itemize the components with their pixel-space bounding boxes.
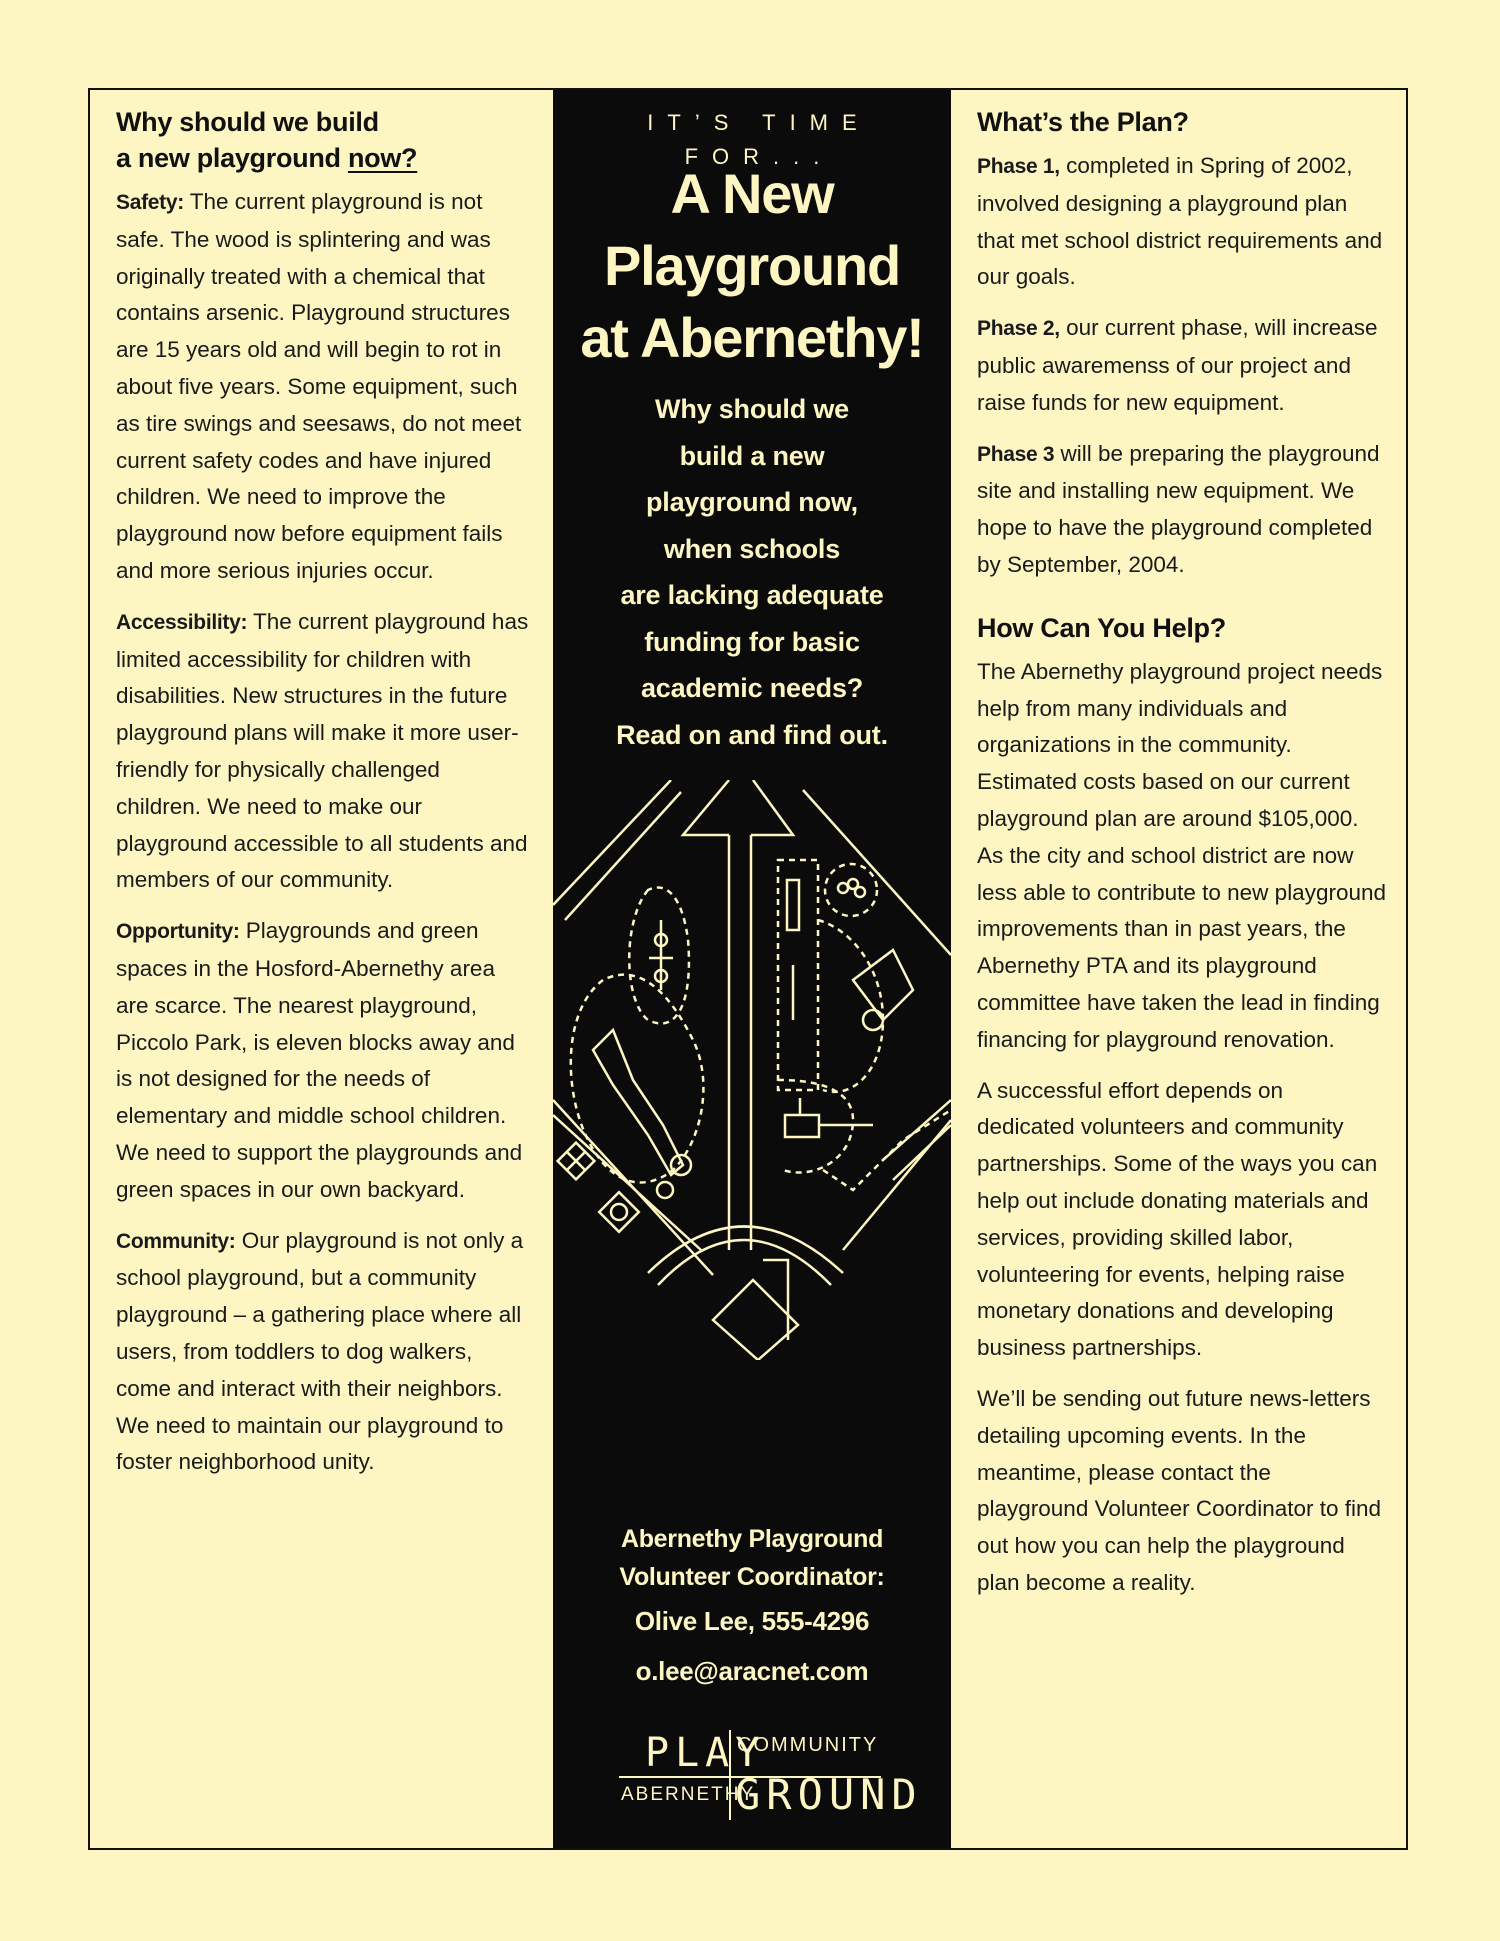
- left-title-line2-pre: a new playground: [116, 143, 348, 173]
- phase-2-paragraph: [977, 310, 1386, 421]
- safety-label: Safety:: [116, 191, 184, 214]
- contact-name-phone: Olive Lee, 555-4296: [634, 1606, 870, 1636]
- plan-title: What’s the Plan?: [977, 107, 1189, 137]
- opportunity-label: Opportunity:: [116, 920, 240, 944]
- phase-1-paragraph: [977, 148, 1386, 296]
- sub-line: Read on and find out.: [616, 719, 888, 750]
- left-column: [90, 90, 553, 1848]
- contact-block: [553, 1520, 951, 1696]
- contact-title: Abernethy Playground: [620, 1525, 884, 1553]
- phase-3-paragraph: [977, 436, 1386, 584]
- opportunity-paragraph: [116, 913, 531, 1208]
- middle-column: [553, 90, 951, 1848]
- phase-1-text: completed in Spring of 2002, involved designing a playground plan that met school district requirements and our goals.: [977, 153, 1383, 290]
- phase-2-label: Phase 2,: [977, 317, 1060, 341]
- accessibility-text: The current playground has limited accessibility for children with disabilities. New structures in the future playground plans will make it more user-friendly for physically challenged children. We need to make our playground accessible to all students and members of our community.: [116, 608, 529, 893]
- help-paragraph-2: A successful effort depends on dedicated volunteers and community partnerships. Some of the ways you can help out include donating materials and services, providing skilled labor, volunteering for events, helping raise monetary donations and developing business partnerships.: [977, 1077, 1378, 1361]
- sub-line: playground now,: [646, 487, 858, 517]
- community-paragraph: [116, 1223, 531, 1482]
- phase-3-text: will be preparing the playground site and installing new equipment. We hope to have the playground completed by September, 2004.: [977, 440, 1380, 577]
- right-column: [951, 90, 1406, 1848]
- help-paragraph-3: We’ll be sending out future news-letters detailing upcoming events. In the meantime, please contact the playground Volunteer Coordinator to find out how you can help the playground plan become a reality.: [977, 1385, 1382, 1595]
- flyer-frame: [88, 88, 1408, 1850]
- contact-role: Volunteer Coordinator:: [619, 1563, 885, 1591]
- accessibility-paragraph: [116, 604, 531, 899]
- community-text: Our playground is not only a school playground, but a community playground – a gathering place where all users, from toddlers to dog walkers, come and interact with their neighbors. We need to maintain our playground to foster neighborhood unity.: [116, 1227, 524, 1475]
- sub-line: when schools: [663, 533, 841, 564]
- safety-text: The current playground is not safe. The wood is splintering and was originally treated with a chemical that contains arsenic. Playground structures are 15 years old and will begin to rot in about five years. Some equipment, such as tire swings and seesaws, do not meet current safety codes and have injured children. We need to improve the playground now before equipment fails and more serious injuries occur.: [116, 189, 522, 583]
- subheadline: [553, 386, 951, 758]
- playground-map-illustration: [553, 780, 951, 1360]
- safety-paragraph: [116, 184, 531, 590]
- help-paragraph-1: The Abernethy playground project needs help from many individuals and organizations in the community. Estimated costs based on our current playground plan are around $105,000. As the city and school district are now less able to contribute to new playground improvements than in past years, the Abernethy PTA and its playground committee have taken the lead in finding financing for playground renovation.: [977, 658, 1387, 1052]
- logo-abernethy: ABERNETHY: [621, 1784, 756, 1805]
- sub-line: academic needs?: [640, 673, 864, 703]
- headline: [553, 158, 951, 374]
- left-title-now: now?: [347, 143, 418, 173]
- left-title: [116, 104, 531, 176]
- sub-line: are lacking adequate: [620, 580, 884, 610]
- opportunity-text: Playgrounds and green spaces in the Hosford-Abernethy area are scarce. The nearest playground, Piccolo Park, is eleven blocks away and is not designed for the needs of elementary and middle school children. We need to support the playgrounds and green spaces in our own backyard.: [116, 918, 523, 1202]
- accessibility-label: Accessibility:: [116, 610, 248, 634]
- phase-1-label: Phase 1,: [977, 155, 1060, 178]
- logo-play: PLAY: [645, 1730, 766, 1776]
- sub-line: funding for basic: [644, 626, 860, 657]
- left-title-line1: Why should we build: [116, 107, 379, 137]
- logo-ground: GROUND: [735, 1770, 923, 1819]
- kicker: IT’S TIME FOR...: [647, 110, 871, 169]
- headline-line1: A New: [670, 162, 834, 225]
- community-label: Community:: [116, 1229, 236, 1253]
- logo-community: COMMUNITY: [737, 1734, 879, 1756]
- headline-line2: Playground: [603, 234, 901, 297]
- headline-line3: at Abernethy!: [580, 306, 924, 369]
- play-community-ground-logo: [619, 1730, 923, 1820]
- sub-line: Why should we: [655, 394, 849, 424]
- phase-2-text: our current phase, will increase public awaremenss of our project and raise funds for new equipment.: [977, 315, 1378, 415]
- sub-line: build a new: [679, 440, 825, 471]
- help-title: How Can You Help?: [977, 612, 1226, 643]
- contact-email[interactable]: o.lee@aracnet.com: [635, 1656, 869, 1686]
- phase-3-label: Phase 3: [977, 442, 1055, 466]
